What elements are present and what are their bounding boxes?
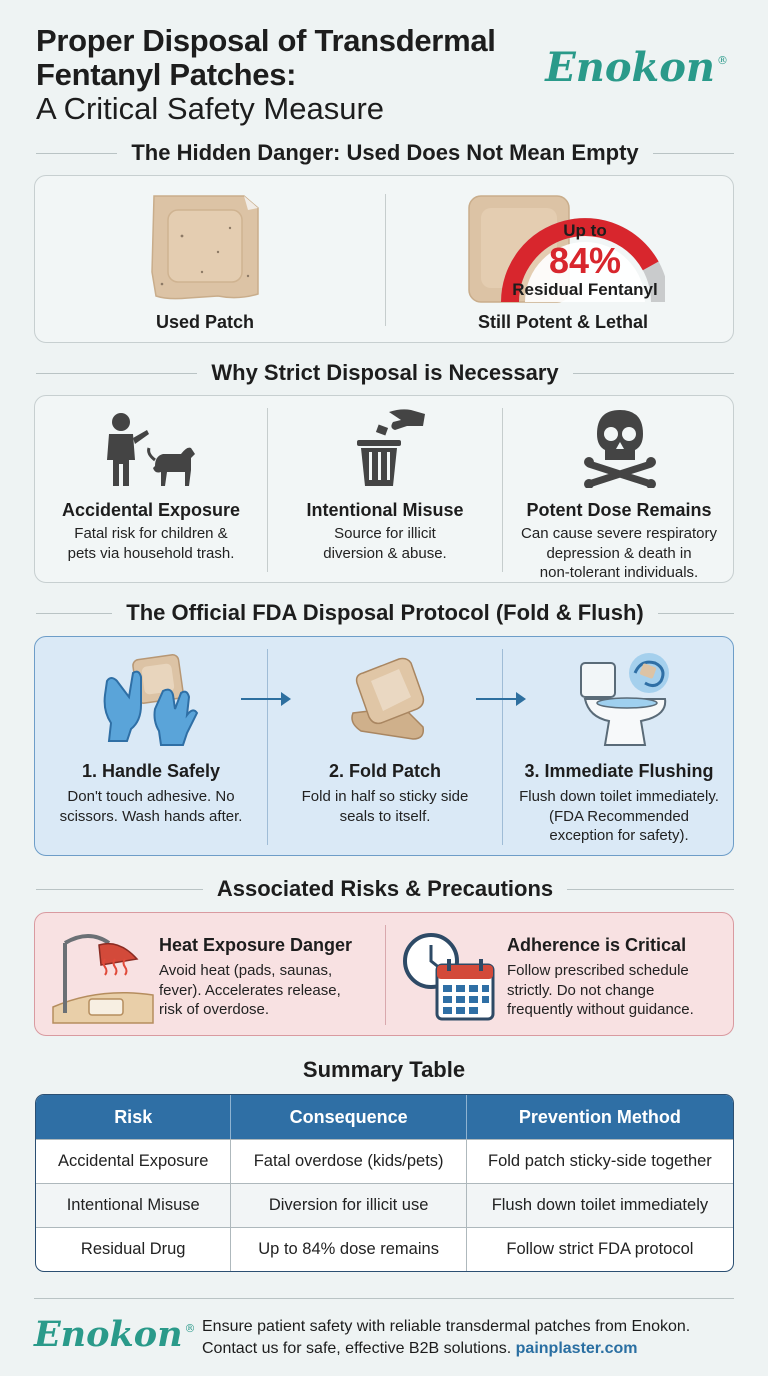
desc-line: diversion & abuse. [323,544,447,562]
table-cell: Residual Drug [36,1227,231,1271]
gauge-label: Residual Fentanyl [512,280,658,299]
heading-text: The Official FDA Disposal Protocol (Fold & Flush) [126,600,644,625]
footer-text [202,1316,742,1359]
brand-logo-header [545,44,728,91]
desc-line: depression & death in [546,544,692,562]
registered-mark: ® [184,1322,196,1335]
step2-title: 2. Fold Patch [328,761,442,781]
desc-line: frequently without guidance. [507,1001,694,1018]
footer-line-2-text: Contact us for safe, effective B2B solutions. [202,1339,512,1357]
why-title-misuse: Intentional Misuse [306,500,464,520]
desc-line: pets via household trash. [67,544,235,562]
website-link[interactable]: painplaster.com [515,1339,638,1357]
desc-line: fever). Accelerates release, [159,981,341,999]
summary-table-title: Summary Table [302,1057,466,1082]
column-header: Prevention Method [467,1095,733,1139]
arrow-step1-to-2 [241,698,289,700]
column-header: Risk [36,1095,231,1139]
step2-desc [268,787,502,826]
desc-line: Follow prescribed schedule [507,962,689,979]
heading-text: Associated Risks & Precautions [216,876,554,901]
why-title-potent: Potent Dose Remains [526,500,712,520]
why-panel [34,395,734,583]
table-cell: Follow strict FDA protocol [467,1227,733,1271]
title-line-1: Proper Disposal of Transdermal [36,23,496,58]
section-heading-danger [36,138,734,168]
clock-calendar-icon [403,931,499,1023]
toilet-flush-icon [575,651,679,749]
section-heading-fda [36,598,734,628]
registered-mark: ® [717,54,728,67]
footer-line-2 [202,1338,742,1360]
desc-line: scissors. Wash hands after. [59,807,243,825]
table-header-row [36,1095,733,1139]
desc-line: Source for illicit [334,525,436,542]
gloved-hands-icon [101,651,201,747]
title-line-3: A Critical Safety Measure [36,91,385,127]
why-desc-accidental [35,524,267,563]
heading-text: The Hidden Danger: Used Does Not Mean Empty [131,140,639,165]
child-and-dog-icon [101,408,199,488]
adherence-desc [507,961,731,1020]
desc-line: Can cause severe respiratory [521,525,717,542]
used-patch-caption: Used Patch [155,312,255,332]
footer-divider [34,1298,734,1299]
heat-title: Heat Exposure Danger [159,935,353,955]
heat-lamp-icon [49,925,155,1025]
table-cell: Fatal overdose (kids/pets) [231,1139,466,1183]
section-heading-risks [36,874,734,904]
table-cell: Flush down toilet immediately [467,1183,733,1227]
table-cell: Accidental Exposure [36,1139,231,1183]
desc-line: non-tolerant individuals. [539,564,699,581]
step1-title: 1. Handle Safely [81,761,221,781]
desc-line: strictly. Do not change [507,981,655,999]
desc-line: Fatal risk for children & [74,525,228,542]
column-header: Consequence [231,1095,466,1139]
section-heading-why [36,358,734,388]
footer-line-1: Ensure patient safety with reliable transdermal patches from Enokon. [202,1318,691,1335]
brand-name: Enokon [545,44,715,91]
heading-text: Why Strict Disposal is Necessary [211,360,559,385]
why-title-accidental: Accidental Exposure [61,500,241,520]
summary-table [35,1094,734,1272]
arrow-step2-to-3 [476,698,524,700]
table-row [36,1183,733,1227]
gauge-top-text: Up to [563,221,607,240]
why-desc-misuse [268,524,502,563]
skull-crossbones-icon [583,406,657,488]
table-cell: Up to 84% dose remains [231,1227,466,1271]
desc-line: risk of overdose. [159,1001,270,1018]
gauge-value: 84% [548,240,622,281]
table-cell: Intentional Misuse [36,1183,231,1227]
step3-title: 3. Immediate Flushing [524,761,714,781]
adherence-title: Adherence is Critical [507,935,687,955]
risks-panel [34,912,734,1036]
title-line-2: Fentanyl Patches: [36,57,297,93]
table-cell: Fold patch sticky-side together [467,1139,733,1183]
page-title [36,24,556,126]
why-desc-potent [503,524,735,583]
desc-line: Don't touch adhesive. No [67,788,235,805]
table-cell: Diversion for illicit use [231,1183,466,1227]
danger-panel [34,175,734,343]
fda-panel [34,636,734,856]
desc-line: exception for safety). [549,827,689,844]
potent-caption: Still Potent & Lethal [477,312,648,332]
brand-name: Enokon [34,1314,183,1355]
step3-desc [503,787,735,846]
desc-line: seals to itself. [339,807,431,825]
used-patch-icon [148,192,262,302]
desc-line: Avoid heat (pads, saunas, [159,962,333,979]
trash-can-icon [349,406,429,488]
desc-line: Flush down toilet immediately. [519,788,719,805]
brand-logo-footer [34,1314,196,1355]
step1-desc [35,787,267,826]
desc-line: (FDA Recommended [548,807,690,825]
table-row [36,1227,733,1271]
desc-line: Fold in half so sticky side [301,788,469,805]
folded-patch-icon [343,655,431,743]
heat-desc [159,961,379,1020]
table-row [36,1139,733,1183]
